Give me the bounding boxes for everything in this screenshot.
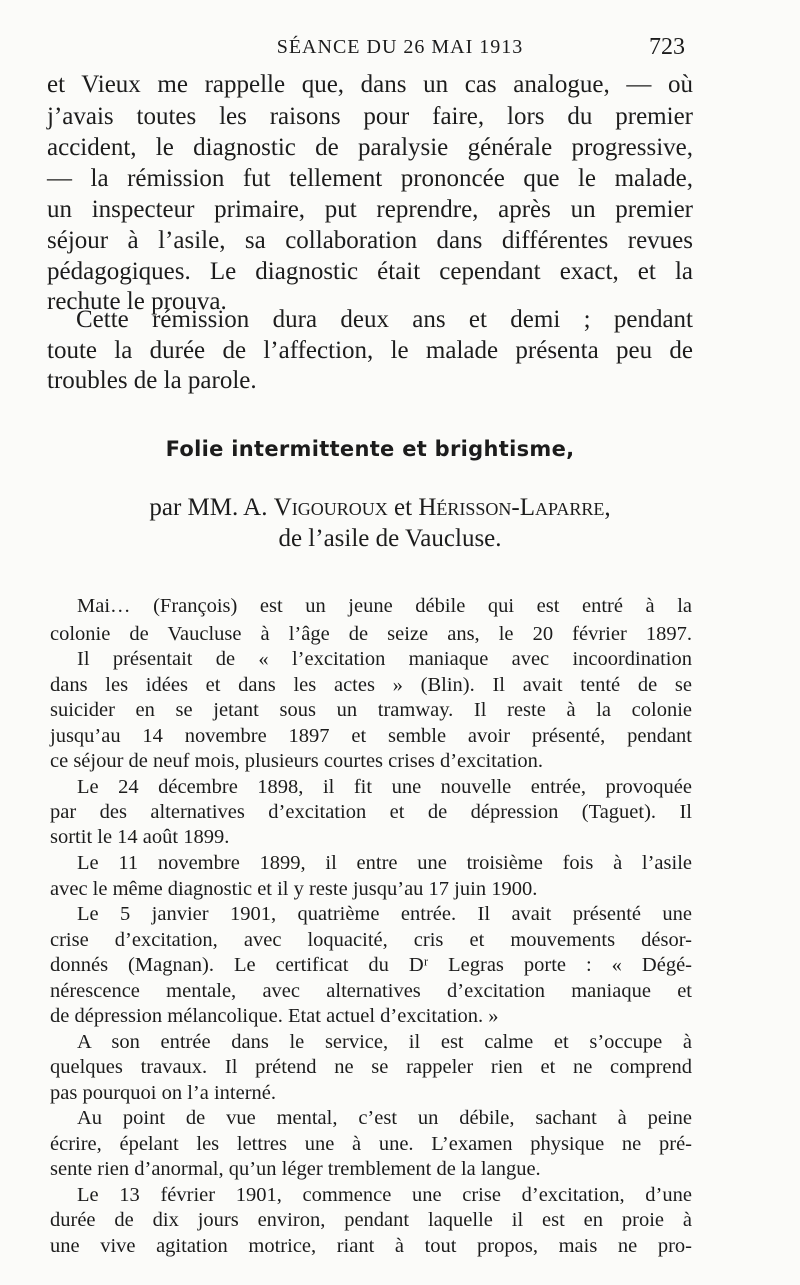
text-line: Cette rémission dura deux ans et demi ; pendant	[76, 306, 693, 333]
text-line: séjour à l’asile, sa collaboration dans différentes revues	[47, 227, 693, 254]
text-line: une vive agitation motrice, riant à tout propos, mais ne pro-	[50, 1235, 692, 1257]
byline-conjunction: et	[394, 494, 413, 521]
text-line: A son entrée dans le service, il est calme et s’occupe à	[77, 1031, 692, 1053]
text-line: Le 5 janvier 1901, quatrième entrée. Il avait présenté une	[77, 903, 692, 925]
text-line: pas pourquoi on l’a interné.	[50, 1082, 277, 1104]
text-line: par des alternatives d’excitation et de dépression (Taguet). Il	[50, 801, 692, 823]
author-name: Vigouroux	[273, 494, 388, 521]
text-line: Le 24 décembre 1898, il fit une nouvelle entrée, provoquée	[77, 776, 692, 798]
text-line: sortit le 14 août 1899.	[50, 826, 230, 848]
affiliation: de l’asile de Vaucluse.	[278, 525, 502, 552]
text-line: donnés (Magnan). Le certificat du Dʳ Legras porte : « Dégé-	[50, 954, 692, 976]
author-name: Hérisson-Laparre,	[418, 494, 611, 521]
text-line: rechute le prouva.	[47, 288, 227, 315]
text-line: j’avais toutes les raisons pour faire, lors du premier	[47, 103, 693, 130]
text-line: Il présentait de « l’excitation maniaque avec incoordination	[77, 648, 692, 670]
page-header	[0, 30, 800, 60]
text-line: un inspecteur primaire, put reprendre, après un premier	[47, 196, 693, 223]
byline-prefix: par MM. A.	[149, 494, 268, 521]
text-line: pédagogiques. Le diagnostic était cependant exact, et la	[47, 258, 693, 285]
text-line: durée de dix jours environ, pendant laquelle il est en proie à	[50, 1209, 692, 1231]
text-line: et Vieux me rappelle que, dans un cas analogue, — où	[47, 71, 693, 98]
text-line: Mai… (François) est un jeune débile qui est entré à la	[77, 595, 692, 617]
text-line: nérescence mentale, avec alternatives d’excitation maniaque et	[50, 980, 692, 1002]
text-line: accident, le diagnostic de paralysie générale progressive,	[47, 134, 693, 161]
text-line: troubles de la parole.	[47, 367, 257, 394]
page-number: 723	[649, 34, 685, 60]
text-line: Au point de vue mental, c’est un débile, sachant à peine	[77, 1107, 692, 1129]
text-line: jusqu’au 14 novembre 1897 et semble avoir présenté, pendant	[50, 725, 692, 747]
text-line: crise d’excitation, avec loquacité, cris et mouvements désor-	[50, 929, 692, 951]
text-line: quelques travaux. Il prétend ne se rappeler rien et ne comprend	[50, 1056, 692, 1078]
text-line: ce séjour de neuf mois, plusieurs courtes crises d’excitation.	[50, 750, 543, 772]
text-line: colonie de Vaucluse à l’âge de seize ans, le 20 février 1897.	[50, 623, 692, 645]
text-line: toute la durée de l’affection, le malade présenta peu de	[47, 337, 693, 364]
text-line: Le 11 novembre 1899, il entre une troisième fois à l’asile	[77, 852, 692, 874]
text-line: de dépression mélancolique. Etat actuel d’excitation. »	[50, 1005, 499, 1027]
article-title: Folie intermittente et brightisme,	[165, 437, 575, 461]
running-head: SÉANCE DU 26 MAI 1913	[276, 36, 524, 58]
text-line: Le 13 février 1901, commence une crise d’excitation, d’une	[77, 1184, 692, 1206]
text-line: — la rémission fut tellement prononcée que le malade,	[47, 165, 693, 192]
text-line: écrire, épelant les lettres une à une. L’examen physique ne pré-	[50, 1133, 692, 1155]
text-line: avec le même diagnostic et il y reste jusqu’au 17 juin 1900.	[50, 878, 538, 900]
text-line: suicider en se jetant sous un tramway. Il reste à la colonie	[50, 699, 692, 721]
text-line: sente rien d’anormal, qu’un léger tremblement de la langue.	[50, 1158, 541, 1180]
text-line: dans les idées et dans les actes » (Blin). Il avait tenté de se	[50, 674, 692, 696]
byline	[0, 494, 760, 522]
